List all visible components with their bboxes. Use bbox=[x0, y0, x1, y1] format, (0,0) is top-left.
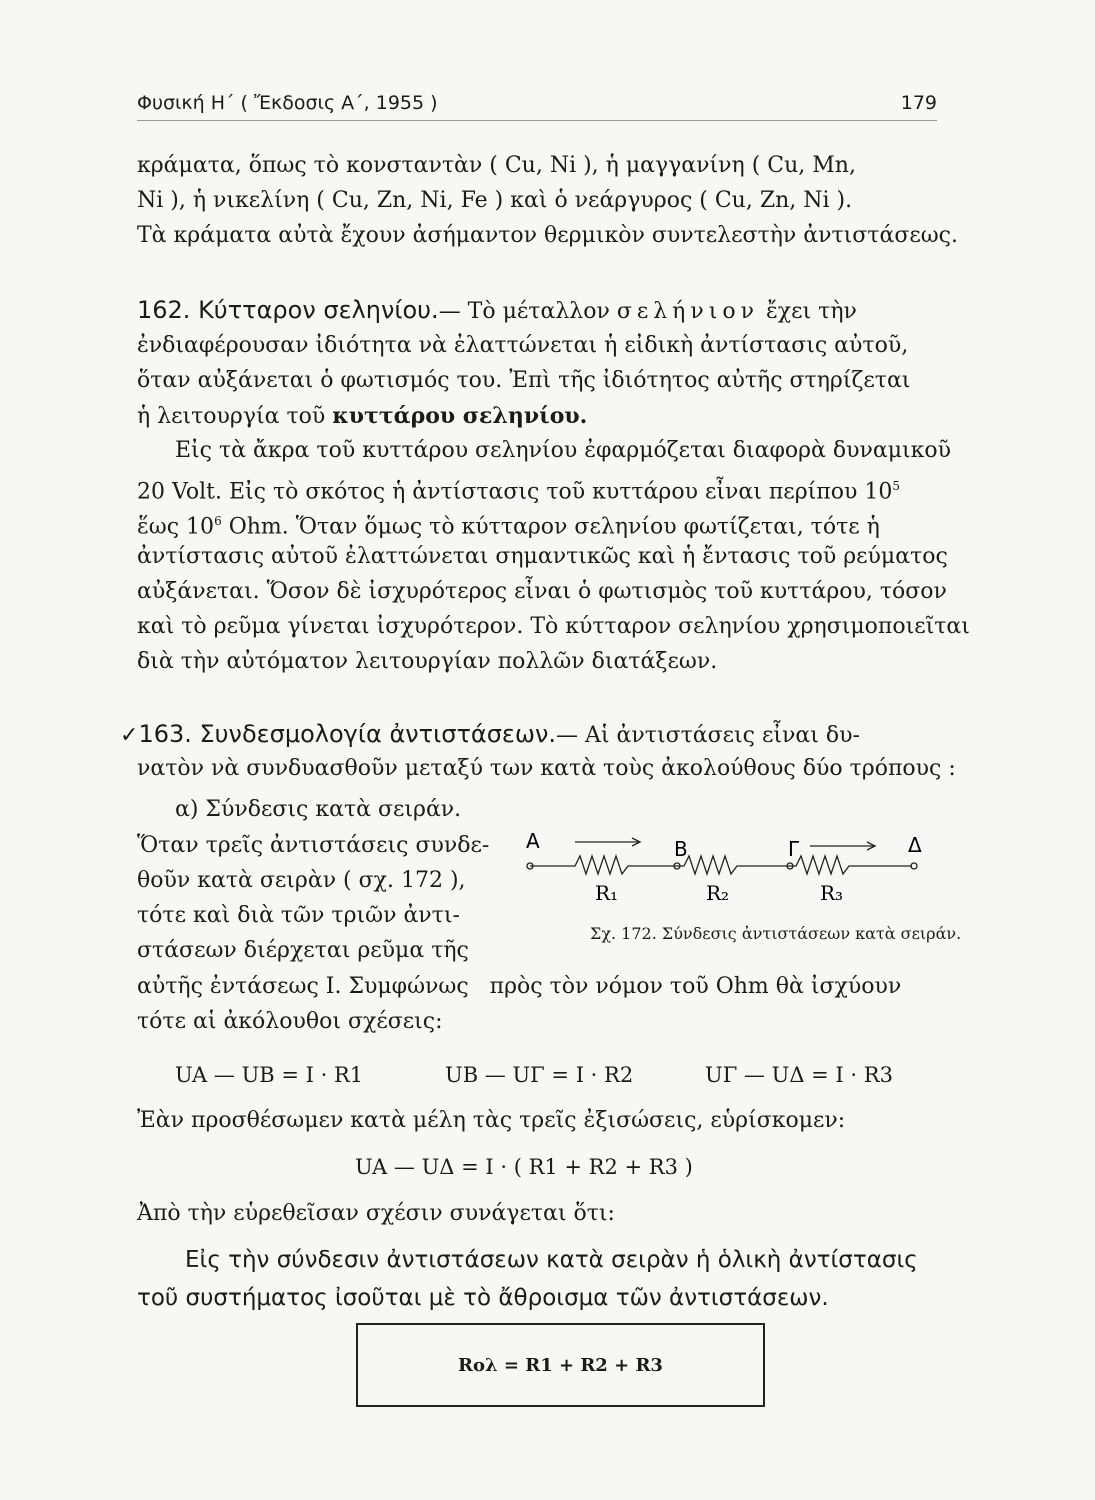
exponent: 5 bbox=[892, 479, 900, 493]
resistor-label-r3: R₃ bbox=[820, 881, 844, 905]
figure-caption: Σχ. 172. Σύνδεσις ἀντιστάσεων κατὰ σειράν. bbox=[590, 924, 962, 943]
text-run: — Αἱ ἀντιστάσεις εἶναι δυ- bbox=[556, 723, 860, 748]
text-line: αὐξάνεται. Ὅσον δὲ ἰσχυρότερος εἶναι ὁ φωτισμὸς τοῦ κυττάρου, τόσον bbox=[137, 579, 947, 604]
text-line: τότε καὶ διὰ τῶν τριῶν ἀντι- bbox=[137, 903, 460, 928]
running-header bbox=[137, 92, 937, 114]
text-line: Ἀπὸ τὴν εὑρεθεῖσαν σχέσιν συνάγεται ὅτι: bbox=[137, 1201, 615, 1226]
text-run: — Τὸ μέταλλον bbox=[438, 299, 610, 324]
text-line: θοῦν κατὰ σειρὰν ( σχ. 172 ), bbox=[137, 868, 466, 893]
text-line: νατὸν νὰ συνδυασθοῦν μεταξύ των κατὰ τοὺς ἀκολούθους δύο τρόπους : bbox=[137, 756, 956, 781]
text-run: αὐτῆς ἐντάσεως I. Συμφώνως bbox=[137, 974, 469, 999]
equation-1: UA — UB = I · R1 bbox=[175, 1063, 364, 1087]
spaced-term: σελήνιον bbox=[616, 299, 759, 324]
total-resistance-formula: Rολ = R1 + R2 + R3 bbox=[458, 1354, 663, 1376]
text-line: Ἐὰν προσθέσωμεν κατὰ μέλη τὰς τρεῖς ἐξισώσεις, εὑρίσκομεν: bbox=[137, 1108, 846, 1133]
node-label-b: Β bbox=[674, 837, 688, 861]
text-run: ἕως 10 bbox=[137, 514, 215, 540]
text-line: Τὰ κράματα αὐτὰ ἔχουν ἀσήμαντον θερμικὸν συντελεστὴν ἀντιστάσεως. bbox=[137, 223, 958, 248]
text-line: ἀντίστασις αὐτοῦ ἐλαττώνεται σημαντικῶς καὶ ἡ ἔντασις τοῦ ρεύματος bbox=[137, 544, 948, 569]
text-line: κράματα, ὅπως τὸ κονσταντὰν ( Cu, Ni ), ἡ μαγγανίνη ( Cu, Mn, bbox=[137, 153, 856, 178]
text-line: Ὅταν τρεῖς ἀντιστάσεις συνδε- bbox=[137, 833, 490, 858]
rule-line-1: Εἰς τὴν σύνδεσιν ἀντιστάσεων κατὰ σειρὰν ἡ ὁλικὴ ἀντίστασις bbox=[185, 1247, 918, 1273]
section-163-line bbox=[120, 720, 940, 750]
handwritten-check-icon: ✓ bbox=[120, 723, 139, 748]
text-line: διὰ τὴν αὐτόματον λειτουργίαν πολλῶν διατάξεων. bbox=[137, 649, 718, 674]
node-label-a: Α bbox=[526, 829, 540, 853]
equation-sum: UA — UΔ = I · ( R1 + R2 + R3 ) bbox=[355, 1155, 693, 1179]
header-title: Φυσική Η΄ ( Ἔκδοσις Α΄, 1955 ) bbox=[137, 92, 438, 114]
text-run: ἔχει τὴν bbox=[766, 299, 857, 324]
text-line: ὅταν αὐξάνεται ὁ φωτισμός του. Ἐπὶ τῆς ἰδιότητος αὐτῆς στηρίζεται bbox=[137, 368, 911, 393]
text-run: Ohm. Ὅταν ὅμως τὸ κύτταρον σεληνίου φωτίζεται, τότε ἡ bbox=[221, 514, 880, 540]
resistor-label-r2: R₂ bbox=[706, 881, 730, 905]
text-line: καὶ τὸ ρεῦμα γίνεται ἰσχυρότερον. Τὸ κύτταρον σεληνίου χρησιμοποιεῖται bbox=[137, 614, 970, 639]
section-heading-163: 163. Συνδεσμολογία ἀντιστάσεων. bbox=[138, 720, 557, 748]
resistor-chain-wire bbox=[530, 856, 912, 874]
text-line: στάσεων διέρχεται ρεῦμα τῆς bbox=[137, 938, 469, 963]
text-line: Εἰς τὰ ἄκρα τοῦ κυττάρου σεληνίου ἐφαρμόζεται διαφορὰ δυναμικοῦ bbox=[175, 438, 952, 463]
text-line: τότε αἱ ἀκόλουθοι σχέσεις: bbox=[137, 1009, 443, 1034]
bold-term: κυττάρου σεληνίου. bbox=[332, 403, 588, 429]
exponent: 6 bbox=[214, 514, 222, 528]
text-run: ἡ λειτουργία τοῦ bbox=[137, 404, 326, 429]
resistor-label-r1: R₁ bbox=[595, 881, 619, 905]
text-line bbox=[137, 973, 957, 1001]
equation-2: UB — UΓ = I · R2 bbox=[445, 1063, 634, 1087]
rule-line-2: τοῦ συστήματος ἰσοῦται μὲ τὸ ἄθροισμα τῶν ἀντιστάσεων. bbox=[137, 1285, 829, 1311]
page-number: 179 bbox=[900, 92, 937, 114]
node-label-g: Γ bbox=[788, 837, 800, 861]
node-label-d: Δ bbox=[908, 833, 922, 857]
header-rule bbox=[137, 120, 937, 121]
equation-3: UΓ — UΔ = I · R3 bbox=[705, 1063, 893, 1087]
text-line bbox=[137, 507, 957, 541]
section-162-line bbox=[137, 296, 957, 326]
boxed-formula bbox=[356, 1323, 765, 1407]
section-heading-162: 162. Κύτταρον σεληνίου. bbox=[137, 296, 439, 324]
text-run: 20 Volt. Εἰς τὸ σκότος ἡ ἀντίστασις τοῦ κυττάρου εἶναι περίπου 10 bbox=[137, 479, 893, 505]
text-line bbox=[137, 472, 957, 506]
text-line bbox=[137, 402, 957, 431]
text-line: Ni ), ἡ νικελίνη ( Cu, Zn, Ni, Fe ) καὶ ὁ νεάργυρος ( Cu, Zn, Ni ). bbox=[137, 188, 853, 213]
text-run: πρὸς τὸν νόμον τοῦ Ohm θὰ ἰσχύουν bbox=[489, 974, 902, 999]
text-line: ἐνδιαφέρουσαν ἰδιότητα νὰ ἐλαττώνεται ἡ εἰδικὴ ἀντίστασις αὐτοῦ, bbox=[137, 333, 909, 358]
subheading: α) Σύνδεσις κατὰ σειράν. bbox=[175, 797, 462, 822]
